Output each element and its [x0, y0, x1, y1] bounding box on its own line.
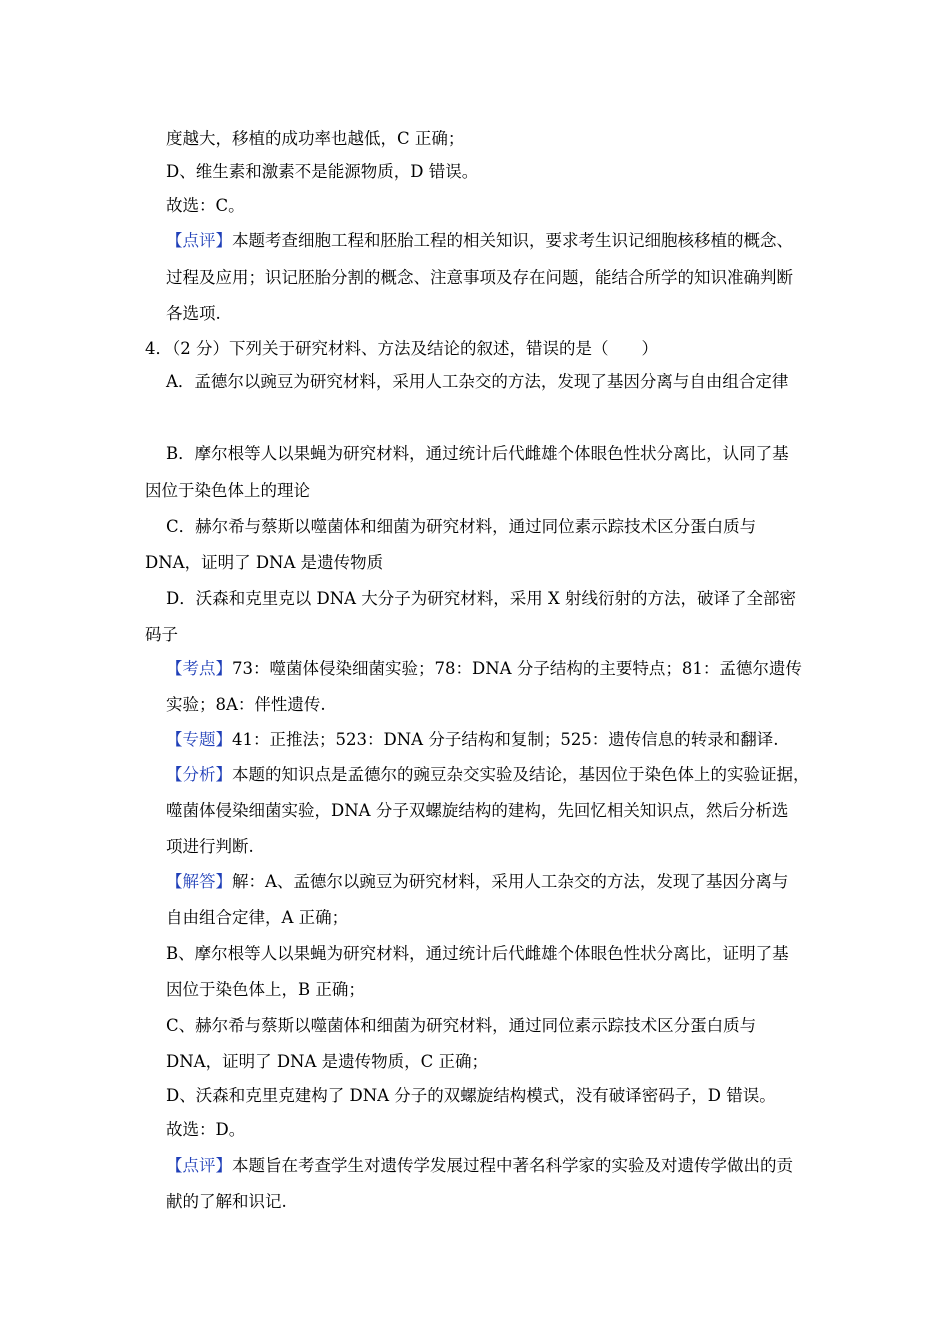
kaodian-tag: 【考点】 [166, 659, 232, 678]
fenxi-line-2: 噬菌体侵染细菌实验，DNA 分子双螺旋结构的建构，先回忆相关知识点，然后分析选 [166, 801, 789, 820]
jieda-line-7: D、沃森和克里克建构了 DNA 分子的双螺旋结构模式，没有破译密码子，D 错误。 [166, 1086, 776, 1105]
prev-answer-continuation: 度越大，移植的成功率也越低，C 正确； [166, 129, 465, 148]
question-4-option-d-line-1: D．沃森和克里克以 DNA 大分子为研究材料，采用 X 射线衍射的方法，破译了全部密 [166, 589, 797, 608]
kaodian-line-1: 【考点】73：噬菌体侵染细菌实验；78：DNA 分子结构的主要特点；81：孟德尔遗传 [166, 659, 802, 678]
fenxi-line-3: 项进行判断. [166, 837, 254, 856]
question-4-option-c-line-1: C．赫尔希与蔡斯以噬菌体和细菌为研究材料，通过同位素示踪技术区分蛋白质与 [166, 517, 757, 536]
final-answer: 故选：D。 [166, 1120, 246, 1139]
comment-tag: 【点评】 [166, 1156, 232, 1175]
prev-final-answer: 故选：C。 [166, 196, 245, 215]
comment-line-2: 献的了解和识记. [166, 1192, 287, 1211]
kaodian-line-2: 实验；8A：伴性遗传. [166, 695, 326, 714]
question-4-option-a: A．孟德尔以豌豆为研究材料，采用人工杂交的方法，发现了基因分离与自由组合定律 [166, 372, 789, 391]
jieda-line-4: 因位于染色体上，B 正确； [166, 980, 365, 999]
prev-comment-line-3: 各选项. [166, 304, 221, 323]
comment-tag: 【点评】 [166, 231, 232, 250]
jieda-line-6: DNA，证明了 DNA 是遗传物质，C 正确； [166, 1052, 489, 1071]
jieda-line-1: 【解答】解：A、孟德尔以豌豆为研究材料，采用人工杂交的方法，发现了基因分离与 [166, 872, 789, 891]
question-4-option-b-line-1: B．摩尔根等人以果蝇为研究材料，通过统计后代雌雄个体眼色性状分离比，认同了基 [166, 444, 789, 463]
jieda-line-2: 自由组合定律，A 正确； [166, 908, 349, 927]
fenxi-tag: 【分析】 [166, 765, 232, 784]
zhuanti-tag: 【专题】 [166, 730, 232, 749]
jieda-line-5: C、赫尔希与蔡斯以噬菌体和细菌为研究材料，通过同位素示踪技术区分蛋白质与 [166, 1016, 757, 1035]
zhuanti-line: 【专题】41：正推法；523：DNA 分子结构和复制；525：遗传信息的转录和翻译. [166, 730, 779, 749]
question-4-option-d-line-2: 码子 [145, 625, 178, 644]
prev-comment-line-2: 过程及应用；识记胚胎分割的概念、注意事项及存在问题，能结合所学的知识准确判断 [166, 268, 793, 287]
question-4-option-b-line-2: 因位于染色体上的理论 [145, 481, 310, 500]
jieda-line-3: B、摩尔根等人以果蝇为研究材料，通过统计后代雌雄个体眼色性状分离比，证明了基 [166, 944, 789, 963]
fenxi-line-1: 【分析】本题的知识点是孟德尔的豌豆杂交实验及结论，基因位于染色体上的实验证据， [166, 765, 810, 784]
jieda-tag: 【解答】 [166, 872, 232, 891]
prev-answer-option-d: D、维生素和激素不是能源物质，D 错误。 [166, 162, 479, 181]
question-4-option-c-line-2: DNA，证明了 DNA 是遗传物质 [145, 553, 384, 572]
prev-comment-line-1: 【点评】本题考查细胞工程和胚胎工程的相关知识，要求考生识记细胞核移植的概念、 [166, 231, 793, 250]
comment-line-1: 【点评】本题旨在考查学生对遗传学发展过程中著名科学家的实验及对遗传学做出的贡 [166, 1156, 793, 1175]
question-4-stem: 4．（2 分）下列关于研究材料、方法及结论的叙述，错误的是（ ） [145, 339, 658, 358]
